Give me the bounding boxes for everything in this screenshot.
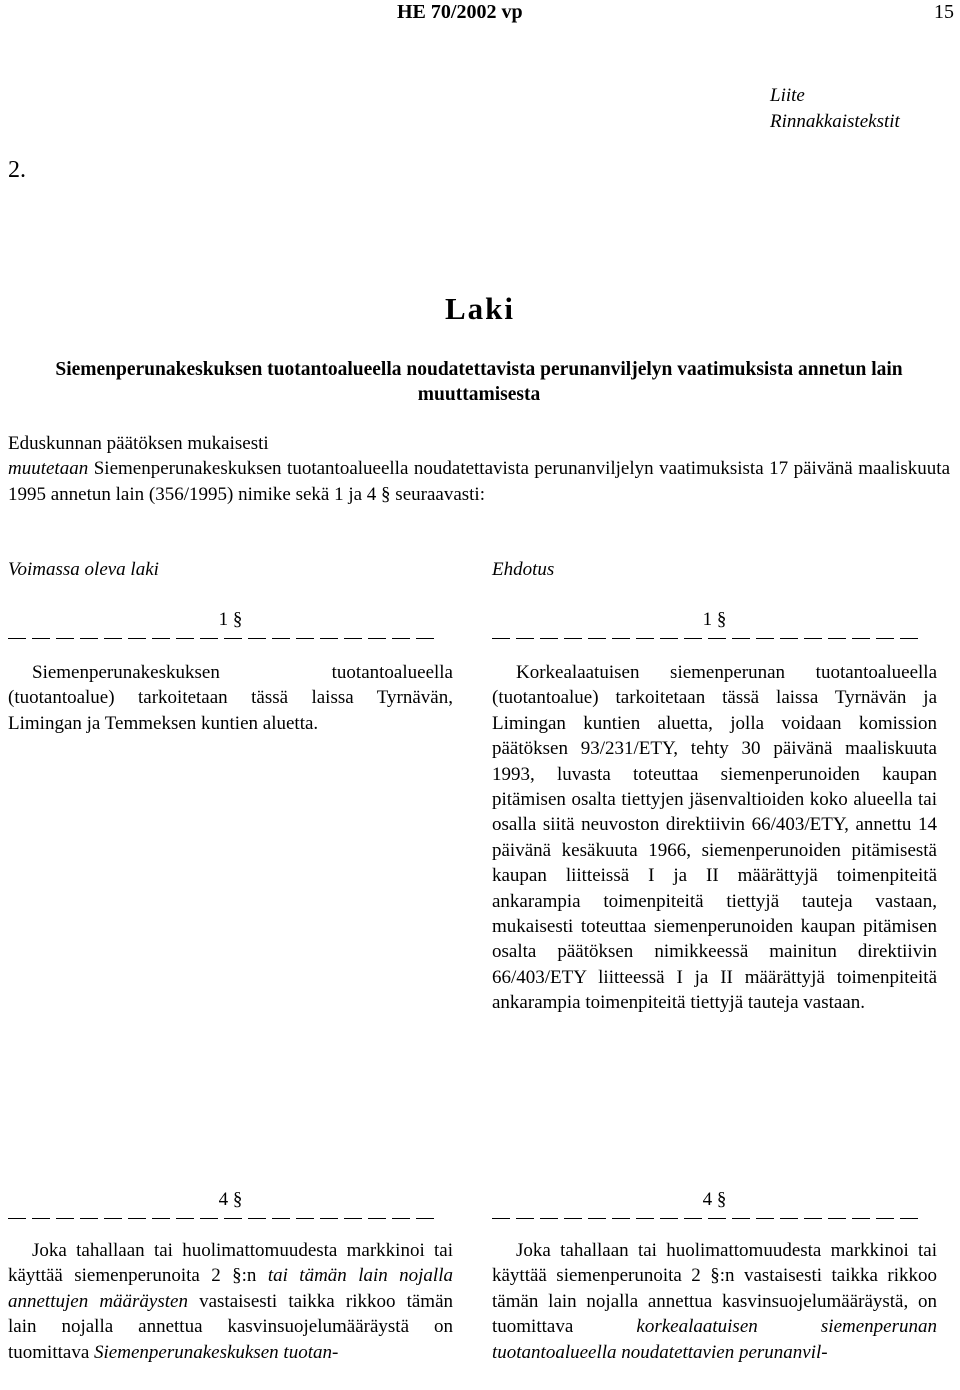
left-section-1-text: Siemenperunakeskuksen tuotantoalueella (tuotantoalue) tarkoitetaan tässä laissa Tyrnävän, Limingan ja Temmeksen kuntien aluetta. bbox=[8, 662, 453, 734]
law-subtitle: Siemenperunakeskuksen tuotantoalueella noudatettavista perunanviljelyn vaatimuksista annetun lain muuttamisesta bbox=[55, 359, 903, 406]
left-section-4-part-b: tai tämän lain nojalla annettujen määräysten bbox=[8, 1265, 453, 1312]
left-section-4-part-d: Siemenperunakeskuksen tuotan- bbox=[94, 1341, 339, 1363]
left-section-1-label: 1 § bbox=[218, 609, 243, 630]
left-section-4-label: 4 § bbox=[218, 1189, 243, 1210]
left-column-heading: Voimassa oleva laki bbox=[8, 559, 159, 580]
right-section-4-text bbox=[492, 1238, 937, 1365]
right-section-4-label: 4 § bbox=[702, 1189, 727, 1210]
law-title: Laki bbox=[444, 291, 516, 326]
right-section-4-omission-dashes bbox=[492, 1218, 937, 1219]
left-section-1-omission-dashes bbox=[8, 638, 453, 639]
right-column-heading: Ehdotus bbox=[492, 559, 555, 580]
intro-line-1: Eduskunnan päätöksen mukaisesti bbox=[8, 433, 269, 454]
intro-rest: Siemenperunakeskuksen tuotantoalueella noudatettavista perunanviljelyn vaatimuksista 17 päivänä maaliskuuta 1995 annetun lain (356/1995) nimike sekä 1 ja 4 § seuraavasti: bbox=[8, 458, 950, 505]
annex-line-1: Liite bbox=[770, 85, 805, 106]
section-number: 2. bbox=[8, 157, 26, 183]
annex-line-2: Rinnakkaistekstit bbox=[770, 111, 900, 132]
page-number: 15 bbox=[934, 1, 954, 23]
left-section-4-part-c: vastaisesti taikka rikkoo tämän lain nojalla annettua kasvinsuojelumääräystä on tuomittava bbox=[8, 1290, 454, 1363]
left-section-4-omission-dashes bbox=[8, 1218, 453, 1219]
left-section-4-text bbox=[8, 1238, 453, 1365]
right-section-1-omission-dashes bbox=[492, 638, 937, 639]
right-section-4-part-a: Joka tahallaan tai huolimattomuudesta markkinoi tai käyttää siemenperunoita 2 §:n vastaisesti taikka rikkoo tämän lain nojalla annettua kasvinsuojelumääräystä, on tuomittava bbox=[492, 1240, 937, 1338]
right-section-1-text: Korkealaatuisen siemenperunan tuotantoalueella (tuotantoalue) tarkoitetaan tässä laissa Tyrnävän ja Limingan kuntien aluetta, jolla voidaan komission päätöksen 93/231/ETY, tehty 30 päivänä maaliskuuta 1993, luvasta toteuttaa siemenperunoiden kaupan pitämisen osalta tiettyjen jäsenvaltioiden koko alueella tai osalla siitä neuvoston direktiivin 66/403/ETY, annettu 14 päivänä kesäkuuta 1966, siemenperunoiden pitämisestä kaupan liitteissä I ja II määrättyjä toimenpiteitä ankarampia toimenpiteitä tiettyjä tauteja vastaan, mukaisesti toteuttaa siemenperunoiden kaupan pitämisen osalta päätöksen nimikkeessä mainitun direktiivin 66/403/ETY liitteessä I ja II määrättyjä toimenpiteitä ankarampia toimenpiteitä tiettyjä tauteja vastaan. bbox=[492, 662, 937, 1014]
right-section-1-label: 1 § bbox=[702, 609, 727, 630]
intro-verb: muutetaan bbox=[8, 458, 89, 480]
right-section-4-part-b: korkealaatuisen siemenperunan tuotantoalueella noudatettavien perunanvil- bbox=[492, 1316, 937, 1363]
document-id: HE 70/2002 vp bbox=[397, 1, 523, 23]
intro-paragraph bbox=[8, 431, 950, 507]
left-section-4-part-a: Joka tahallaan tai huolimattomuudesta markkinoi tai käyttää siemenperunoita 2 §:n bbox=[8, 1240, 453, 1287]
annex-label bbox=[770, 83, 900, 135]
intro-body bbox=[8, 456, 950, 507]
